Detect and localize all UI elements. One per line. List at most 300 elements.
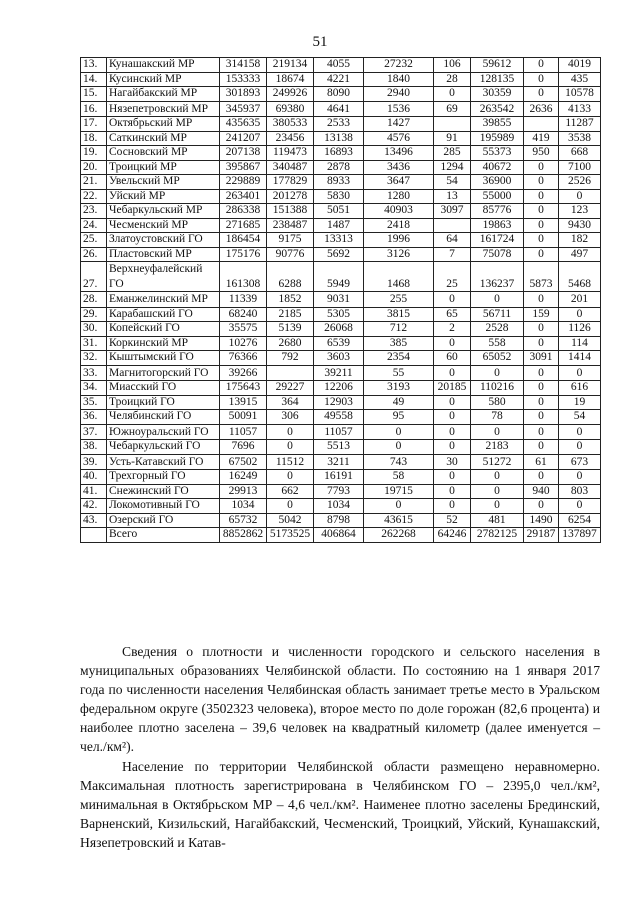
value-cell: 662 <box>267 484 314 499</box>
value-cell: 68240 <box>220 307 267 322</box>
value-cell: 673 <box>559 454 601 470</box>
table-row <box>81 395 601 410</box>
row-number-cell: 23. <box>81 204 107 219</box>
value-cell <box>434 218 471 233</box>
body-text <box>80 642 600 852</box>
row-number-cell: 25. <box>81 233 107 248</box>
municipality-name-cell: Магнитогорский ГО <box>107 365 220 381</box>
value-cell: 0 <box>524 395 559 410</box>
municipality-name-cell: Троицкий МР <box>107 160 220 175</box>
value-cell: 2354 <box>364 351 434 366</box>
municipality-name-cell: Уйский МР <box>107 189 220 204</box>
value-cell: 0 <box>559 365 601 381</box>
value-cell: 7696 <box>220 440 267 455</box>
value-cell: 119473 <box>267 146 314 161</box>
paragraph-2: Население по территории Челябинской области размещено неравномерно. Максимальная плотность зарегистрирована в Челябинском ГО – 2395,0 чел./км², минимальная в Октябрьском МР – 4,6 чел./км². Наименее плотно заселены Брединский, Варненский, Кизильский, Нагайбакский, Чесменский, Троицкий, Уйский, Кунашакский, Нязепетровский и Катав- <box>80 759 600 850</box>
value-cell: 5873 <box>524 262 559 292</box>
value-cell: 195989 <box>471 131 524 146</box>
table-row <box>81 440 601 455</box>
municipality-name-cell: Кусинский МР <box>107 72 220 87</box>
value-cell: 10276 <box>220 336 267 351</box>
row-number-cell: 33. <box>81 365 107 381</box>
value-cell: 12206 <box>314 381 364 396</box>
value-cell: 23456 <box>267 131 314 146</box>
value-cell: 2680 <box>267 336 314 351</box>
value-cell: 5830 <box>314 189 364 204</box>
value-cell: 1414 <box>559 351 601 366</box>
value-cell: 55373 <box>471 146 524 161</box>
row-number-cell: 36. <box>81 410 107 425</box>
table-row <box>81 189 601 204</box>
value-cell: 106 <box>434 58 471 73</box>
value-cell: 18674 <box>267 72 314 87</box>
value-cell: 1427 <box>364 117 434 132</box>
value-cell: 20185 <box>434 381 471 396</box>
value-cell: 0 <box>267 470 314 485</box>
value-cell: 286338 <box>220 204 267 219</box>
municipality-name-cell: Коркинский МР <box>107 336 220 351</box>
value-cell: 177829 <box>267 175 314 190</box>
value-cell: 7 <box>434 247 471 262</box>
value-cell: 0 <box>524 470 559 485</box>
value-cell: 950 <box>524 146 559 161</box>
table-row <box>81 146 601 161</box>
value-cell: 12903 <box>314 395 364 410</box>
row-number-cell: 24. <box>81 218 107 233</box>
value-cell: 0 <box>524 160 559 175</box>
value-cell: 128135 <box>471 72 524 87</box>
value-cell: 35575 <box>220 322 267 337</box>
value-cell: 55000 <box>471 189 524 204</box>
value-cell: 3193 <box>364 381 434 396</box>
value-cell: 435 <box>559 72 601 87</box>
table-row <box>81 454 601 470</box>
value-cell: 1468 <box>364 262 434 292</box>
value-cell: 0 <box>434 395 471 410</box>
municipality-name-cell: Трехгорный ГО <box>107 470 220 485</box>
value-cell: 13 <box>434 189 471 204</box>
value-cell: 55 <box>364 365 434 381</box>
value-cell: 5949 <box>314 262 364 292</box>
row-number-cell: 21. <box>81 175 107 190</box>
value-cell: 0 <box>471 292 524 308</box>
table-row <box>81 131 601 146</box>
value-cell: 65 <box>434 307 471 322</box>
value-cell: 2940 <box>364 87 434 102</box>
value-cell: 803 <box>559 484 601 499</box>
value-cell: 19 <box>559 395 601 410</box>
value-cell: 11057 <box>220 424 267 440</box>
value-cell: 0 <box>524 499 559 514</box>
table-row <box>81 218 601 233</box>
value-cell: 419 <box>524 131 559 146</box>
row-number-cell: 15. <box>81 87 107 102</box>
value-cell: 0 <box>524 336 559 351</box>
value-cell: 3647 <box>364 175 434 190</box>
table-row <box>81 424 601 440</box>
value-cell: 36900 <box>471 175 524 190</box>
value-cell <box>434 117 471 132</box>
value-cell: 10578 <box>559 87 601 102</box>
municipality-name-cell: Снежинский ГО <box>107 484 220 499</box>
value-cell: 153333 <box>220 72 267 87</box>
value-cell: 27232 <box>364 58 434 73</box>
table-row <box>81 101 601 117</box>
value-cell: 95 <box>364 410 434 425</box>
value-cell: 0 <box>267 499 314 514</box>
value-cell: 30 <box>434 454 471 470</box>
value-cell: 255 <box>364 292 434 308</box>
table-row <box>81 72 601 87</box>
value-cell: 0 <box>434 87 471 102</box>
value-cell: 0 <box>267 424 314 440</box>
value-cell: 3815 <box>364 307 434 322</box>
value-cell: 30359 <box>471 87 524 102</box>
table-row <box>81 470 601 485</box>
value-cell: 314158 <box>220 58 267 73</box>
value-cell: 6254 <box>559 513 601 528</box>
value-cell: 743 <box>364 454 434 470</box>
value-cell: 1487 <box>314 218 364 233</box>
value-cell: 13915 <box>220 395 267 410</box>
value-cell: 0 <box>559 470 601 485</box>
value-cell: 2183 <box>471 440 524 455</box>
value-cell: 285 <box>434 146 471 161</box>
table-row <box>81 351 601 366</box>
value-cell: 39855 <box>471 117 524 132</box>
table-body <box>81 58 601 543</box>
value-cell: 238487 <box>267 218 314 233</box>
value-cell: 64 <box>434 233 471 248</box>
value-cell: 161724 <box>471 233 524 248</box>
municipality-name-cell: Верхнеуфалейский ГО <box>107 262 220 292</box>
value-cell: 4641 <box>314 101 364 117</box>
value-cell: 2878 <box>314 160 364 175</box>
value-cell: 0 <box>364 499 434 514</box>
value-cell: 159 <box>524 307 559 322</box>
value-cell: 13138 <box>314 131 364 146</box>
value-cell: 0 <box>559 189 601 204</box>
row-number-cell: 19. <box>81 146 107 161</box>
value-cell: 0 <box>364 440 434 455</box>
value-cell: 1034 <box>314 499 364 514</box>
value-cell: 54 <box>559 410 601 425</box>
value-cell: 5042 <box>267 513 314 528</box>
value-cell: 3097 <box>434 204 471 219</box>
table-row <box>81 528 601 543</box>
value-cell: 940 <box>524 484 559 499</box>
value-cell: 0 <box>471 424 524 440</box>
value-cell: 0 <box>524 247 559 262</box>
municipality-name-cell: Кунашакский МР <box>107 58 220 73</box>
value-cell: 0 <box>559 499 601 514</box>
value-cell: 6539 <box>314 336 364 351</box>
value-cell: 2185 <box>267 307 314 322</box>
municipality-name-cell: Кыштымский ГО <box>107 351 220 366</box>
value-cell: 2526 <box>559 175 601 190</box>
value-cell: 306 <box>267 410 314 425</box>
municipality-name-cell: Увельский МР <box>107 175 220 190</box>
value-cell: 11057 <box>314 424 364 440</box>
municipality-name-cell: Нязепетровский МР <box>107 101 220 117</box>
value-cell: 69 <box>434 101 471 117</box>
value-cell: 67502 <box>220 454 267 470</box>
municipality-name-cell: Октябрьский МР <box>107 117 220 132</box>
value-cell: 241207 <box>220 131 267 146</box>
value-cell <box>267 365 314 381</box>
value-cell: 0 <box>471 499 524 514</box>
municipality-name-cell: Всего <box>107 528 220 543</box>
value-cell: 0 <box>434 499 471 514</box>
value-cell: 249926 <box>267 87 314 102</box>
value-cell: 0 <box>434 440 471 455</box>
value-cell: 19715 <box>364 484 434 499</box>
table-row <box>81 204 601 219</box>
value-cell: 3603 <box>314 351 364 366</box>
row-number-cell: 20. <box>81 160 107 175</box>
value-cell: 123 <box>559 204 601 219</box>
value-cell: 7100 <box>559 160 601 175</box>
value-cell: 7793 <box>314 484 364 499</box>
value-cell: 6288 <box>267 262 314 292</box>
table-row <box>81 160 601 175</box>
row-number-cell: 29. <box>81 307 107 322</box>
municipality-name-cell: Троицкий ГО <box>107 395 220 410</box>
value-cell: 61 <box>524 454 559 470</box>
value-cell: 1280 <box>364 189 434 204</box>
value-cell: 0 <box>267 440 314 455</box>
value-cell: 497 <box>559 247 601 262</box>
value-cell: 151388 <box>267 204 314 219</box>
value-cell: 2 <box>434 322 471 337</box>
value-cell: 5173525 <box>267 528 314 543</box>
table-row <box>81 87 601 102</box>
value-cell: 0 <box>559 440 601 455</box>
table-row <box>81 336 601 351</box>
value-cell: 3126 <box>364 247 434 262</box>
value-cell: 4019 <box>559 58 601 73</box>
value-cell: 11339 <box>220 292 267 308</box>
value-cell: 11287 <box>559 117 601 132</box>
value-cell: 49 <box>364 395 434 410</box>
table-row <box>81 307 601 322</box>
table-row <box>81 292 601 308</box>
value-cell: 161308 <box>220 262 267 292</box>
value-cell: 616 <box>559 381 601 396</box>
municipality-name-cell: Чебаркульский МР <box>107 204 220 219</box>
row-number-cell: 35. <box>81 395 107 410</box>
table-row <box>81 381 601 396</box>
value-cell: 16893 <box>314 146 364 161</box>
row-number-cell: 41. <box>81 484 107 499</box>
value-cell: 2418 <box>364 218 434 233</box>
value-cell: 0 <box>471 365 524 381</box>
value-cell: 4055 <box>314 58 364 73</box>
row-number-cell: 16. <box>81 101 107 117</box>
row-number-cell: 43. <box>81 513 107 528</box>
value-cell: 3091 <box>524 351 559 366</box>
row-number-cell: 42. <box>81 499 107 514</box>
value-cell: 5305 <box>314 307 364 322</box>
value-cell: 2636 <box>524 101 559 117</box>
value-cell: 91 <box>434 131 471 146</box>
value-cell: 5513 <box>314 440 364 455</box>
value-cell: 3538 <box>559 131 601 146</box>
value-cell: 19863 <box>471 218 524 233</box>
value-cell: 40903 <box>364 204 434 219</box>
value-cell: 3211 <box>314 454 364 470</box>
value-cell: 58 <box>364 470 434 485</box>
value-cell: 1294 <box>434 160 471 175</box>
row-number-cell: 26. <box>81 247 107 262</box>
municipality-name-cell: Еманжелинский МР <box>107 292 220 308</box>
value-cell: 85776 <box>471 204 524 219</box>
value-cell: 9031 <box>314 292 364 308</box>
value-cell: 380533 <box>267 117 314 132</box>
value-cell: 3436 <box>364 160 434 175</box>
value-cell: 0 <box>524 189 559 204</box>
value-cell: 28 <box>434 72 471 87</box>
table-row <box>81 233 601 248</box>
value-cell: 182 <box>559 233 601 248</box>
value-cell: 4221 <box>314 72 364 87</box>
value-cell: 263401 <box>220 189 267 204</box>
value-cell: 26068 <box>314 322 364 337</box>
value-cell: 8852862 <box>220 528 267 543</box>
value-cell: 1996 <box>364 233 434 248</box>
value-cell: 0 <box>434 365 471 381</box>
value-cell: 1852 <box>267 292 314 308</box>
value-cell: 13496 <box>364 146 434 161</box>
row-number-cell: 34. <box>81 381 107 396</box>
value-cell: 0 <box>364 424 434 440</box>
value-cell: 2782125 <box>471 528 524 543</box>
value-cell: 0 <box>524 218 559 233</box>
value-cell: 0 <box>524 204 559 219</box>
value-cell: 558 <box>471 336 524 351</box>
value-cell: 11512 <box>267 454 314 470</box>
value-cell: 0 <box>559 424 601 440</box>
municipality-name-cell: Челябинский ГО <box>107 410 220 425</box>
value-cell: 219134 <box>267 58 314 73</box>
row-number-cell: 27. <box>81 262 107 292</box>
value-cell: 1840 <box>364 72 434 87</box>
table-row <box>81 322 601 337</box>
value-cell: 1536 <box>364 101 434 117</box>
value-cell: 0 <box>524 292 559 308</box>
value-cell: 43615 <box>364 513 434 528</box>
value-cell: 0 <box>524 72 559 87</box>
value-cell: 406864 <box>314 528 364 543</box>
value-cell: 8090 <box>314 87 364 102</box>
value-cell: 792 <box>267 351 314 366</box>
page-number: 51 <box>312 34 328 50</box>
value-cell: 0 <box>471 484 524 499</box>
value-cell: 29913 <box>220 484 267 499</box>
value-cell: 51272 <box>471 454 524 470</box>
value-cell: 435635 <box>220 117 267 132</box>
value-cell: 69380 <box>267 101 314 117</box>
municipality-name-cell: Чебаркульский ГО <box>107 440 220 455</box>
value-cell: 186454 <box>220 233 267 248</box>
value-cell: 0 <box>524 233 559 248</box>
table-row <box>81 513 601 528</box>
value-cell: 668 <box>559 146 601 161</box>
value-cell: 201278 <box>267 189 314 204</box>
row-number-cell: 18. <box>81 131 107 146</box>
table-row <box>81 117 601 132</box>
value-cell: 301893 <box>220 87 267 102</box>
value-cell: 76366 <box>220 351 267 366</box>
value-cell: 52 <box>434 513 471 528</box>
municipality-name-cell: Озерский ГО <box>107 513 220 528</box>
value-cell: 5139 <box>267 322 314 337</box>
municipality-name-cell: Усть-Катавский ГО <box>107 454 220 470</box>
value-cell: 25 <box>434 262 471 292</box>
value-cell: 56711 <box>471 307 524 322</box>
value-cell: 29187 <box>524 528 559 543</box>
value-cell: 9175 <box>267 233 314 248</box>
municipality-name-cell: Локомотивный ГО <box>107 499 220 514</box>
paragraph-1: Сведения о плотности и численности городского и сельского населения в муниципальных образованиях Челябинской области. По состоянию на 1 января 2017 года по численности населения Челябинская область занимает третье место в Уральском федеральном округе (3502323 человека), второе место по доле горожан (82,6 процента) и наиболее плотно заселена – 39,6 человек на квадратный километр (далее именуется – чел./км²). <box>80 644 600 754</box>
row-number-cell: 31. <box>81 336 107 351</box>
municipality-name-cell: Нагайбакский МР <box>107 87 220 102</box>
row-number-cell <box>81 528 107 543</box>
value-cell: 65732 <box>220 513 267 528</box>
value-cell: 395867 <box>220 160 267 175</box>
value-cell: 4133 <box>559 101 601 117</box>
value-cell: 0 <box>434 292 471 308</box>
value-cell: 29227 <box>267 381 314 396</box>
value-cell: 137897 <box>559 528 601 543</box>
table-row <box>81 175 601 190</box>
value-cell: 54 <box>434 175 471 190</box>
value-cell: 712 <box>364 322 434 337</box>
value-cell: 4576 <box>364 131 434 146</box>
value-cell: 0 <box>434 424 471 440</box>
value-cell: 364 <box>267 395 314 410</box>
value-cell: 136237 <box>471 262 524 292</box>
value-cell: 0 <box>524 410 559 425</box>
value-cell: 49558 <box>314 410 364 425</box>
row-number-cell: 17. <box>81 117 107 132</box>
table-row <box>81 247 601 262</box>
row-number-cell: 38. <box>81 440 107 455</box>
value-cell: 580 <box>471 395 524 410</box>
value-cell: 8798 <box>314 513 364 528</box>
value-cell: 201 <box>559 292 601 308</box>
municipality-name-cell: Карабашский ГО <box>107 307 220 322</box>
value-cell: 5051 <box>314 204 364 219</box>
value-cell: 60 <box>434 351 471 366</box>
value-cell: 5468 <box>559 262 601 292</box>
value-cell: 0 <box>524 322 559 337</box>
value-cell: 0 <box>559 307 601 322</box>
table-row <box>81 410 601 425</box>
value-cell: 0 <box>434 470 471 485</box>
value-cell: 385 <box>364 336 434 351</box>
municipality-name-cell: Южноуральский ГО <box>107 424 220 440</box>
municipality-name-cell: Чесменский МР <box>107 218 220 233</box>
value-cell: 0 <box>524 58 559 73</box>
value-cell: 9430 <box>559 218 601 233</box>
value-cell: 0 <box>434 484 471 499</box>
value-cell: 0 <box>524 87 559 102</box>
value-cell: 207138 <box>220 146 267 161</box>
value-cell: 271685 <box>220 218 267 233</box>
value-cell: 1490 <box>524 513 559 528</box>
value-cell: 0 <box>524 381 559 396</box>
